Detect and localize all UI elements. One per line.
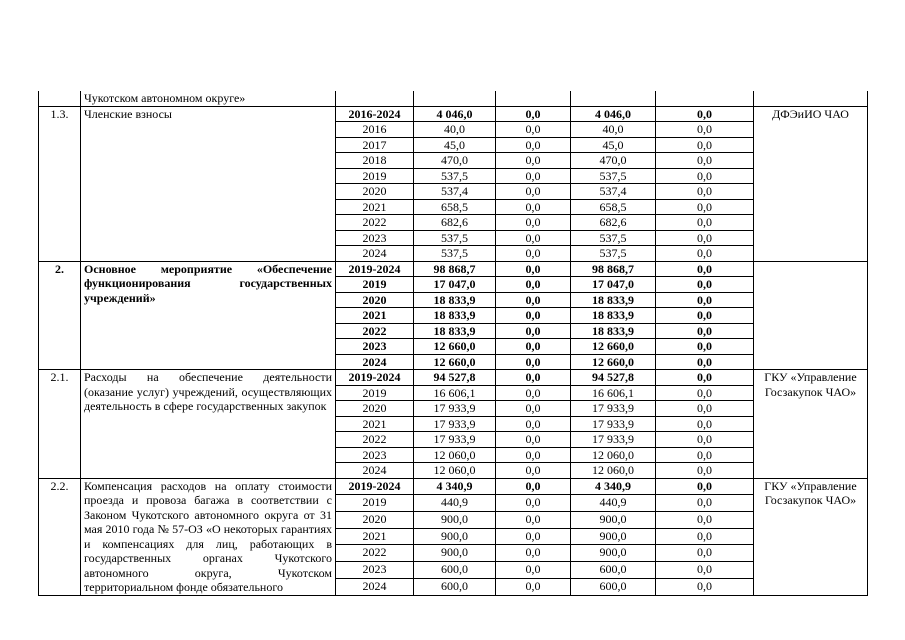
federal-budget-cell: 0,0 [496, 401, 571, 417]
other-sources-cell: 0,0 [656, 495, 754, 512]
executor-cell: ГКУ «Управление Госзакупок ЧАО» [754, 370, 868, 479]
other-sources-cell: 0,0 [656, 432, 754, 448]
district-budget-cell: 98 868,7 [571, 261, 656, 277]
district-budget-cell: 658,5 [571, 199, 656, 215]
year-cell: 2023 [336, 447, 414, 463]
district-budget-cell: 12 660,0 [571, 354, 656, 370]
district-budget-cell: 17 933,9 [571, 416, 656, 432]
other-sources-cell: 0,0 [656, 447, 754, 463]
district-budget-cell: 900,0 [571, 545, 656, 562]
district-budget-cell: 12 060,0 [571, 463, 656, 479]
federal-budget-cell: 0,0 [496, 215, 571, 231]
item-name: Расходы на обеспечение деятельности (оказание услуг) учреждений, осуществляющих деятельность в сфере государственных закупок [81, 370, 336, 479]
table-row [39, 261, 868, 277]
total-cell: 18 833,9 [414, 292, 496, 308]
federal-budget-cell: 0,0 [496, 528, 571, 545]
other-sources-cell: 0,0 [656, 277, 754, 293]
district-budget-cell: 40,0 [571, 122, 656, 138]
total-cell: 17 933,9 [414, 401, 496, 417]
total-cell: 900,0 [414, 545, 496, 562]
total-cell: 40,0 [414, 122, 496, 138]
year-cell: 2019 [336, 495, 414, 512]
other-sources-cell: 0,0 [656, 230, 754, 246]
district-budget-cell: 537,5 [571, 168, 656, 184]
table-row [39, 478, 868, 495]
total-cell: 537,4 [414, 184, 496, 200]
district-budget-cell: 4 046,0 [571, 106, 656, 122]
federal-budget-cell: 0,0 [496, 578, 571, 595]
district-budget-cell: 600,0 [571, 578, 656, 595]
federal-budget-cell: 0,0 [496, 511, 571, 528]
federal-budget-cell: 0,0 [496, 416, 571, 432]
total-cell: 440,9 [414, 495, 496, 512]
district-budget-cell: 4 340,9 [571, 478, 656, 495]
item-name: Компенсация расходов на оплату стоимости проезда и провоза багажа в соответствии с Законом Чукотского автономного округа от 31 мая 2010 года № 57-ОЗ «О некоторых гарантиях и компенсациях для лиц, работающих в государственных органах Чукотского автономного округа, Чукотском территориальном фонде обязательного [81, 478, 336, 595]
executor-cell [754, 261, 868, 370]
federal-budget-cell: 0,0 [496, 370, 571, 386]
total-cell: 537,5 [414, 246, 496, 262]
district-budget-cell: 17 933,9 [571, 401, 656, 417]
year-cell: 2023 [336, 230, 414, 246]
federal-budget-cell: 0,0 [496, 323, 571, 339]
federal-budget-cell: 0,0 [496, 463, 571, 479]
federal-budget-cell: 0,0 [496, 545, 571, 562]
year-cell: 2023 [336, 339, 414, 355]
year-cell: 2016-2024 [336, 106, 414, 122]
other-sources-cell: 0,0 [656, 215, 754, 231]
total-cell: 98 868,7 [414, 261, 496, 277]
total-cell: 94 527,8 [414, 370, 496, 386]
federal-budget-cell: 0,0 [496, 292, 571, 308]
year-cell: 2022 [336, 432, 414, 448]
total-cell: 18 833,9 [414, 323, 496, 339]
district-budget-cell: 900,0 [571, 511, 656, 528]
year-cell: 2020 [336, 184, 414, 200]
district-budget-cell: 45,0 [571, 137, 656, 153]
year-cell: 2018 [336, 153, 414, 169]
federal-budget-cell: 0,0 [496, 168, 571, 184]
other-sources-cell: 0,0 [656, 562, 754, 579]
document-page [38, 91, 868, 596]
year-cell: 2020 [336, 292, 414, 308]
year-cell: 2024 [336, 463, 414, 479]
federal-budget-cell: 0,0 [496, 184, 571, 200]
total-cell: 537,5 [414, 230, 496, 246]
year-cell: 2019-2024 [336, 478, 414, 495]
year-cell: 2020 [336, 401, 414, 417]
other-sources-cell: 0,0 [656, 261, 754, 277]
district-budget-cell: 537,5 [571, 230, 656, 246]
year-cell: 2017 [336, 137, 414, 153]
district-budget-cell: 470,0 [571, 153, 656, 169]
district-budget-cell: 12 660,0 [571, 339, 656, 355]
year-cell: 2021 [336, 528, 414, 545]
total-cell: 658,5 [414, 199, 496, 215]
other-sources-cell: 0,0 [656, 323, 754, 339]
other-sources-cell: 0,0 [656, 339, 754, 355]
continuation-row [39, 91, 868, 106]
federal-budget-cell: 0,0 [496, 277, 571, 293]
year-cell: 2019 [336, 385, 414, 401]
total-cell: 12 060,0 [414, 463, 496, 479]
federal-budget-cell: 0,0 [496, 495, 571, 512]
other-sources-cell: 0,0 [656, 292, 754, 308]
total-cell: 900,0 [414, 528, 496, 545]
federal-budget-cell: 0,0 [496, 106, 571, 122]
other-sources-cell: 0,0 [656, 511, 754, 528]
year-cell: 2022 [336, 323, 414, 339]
year-cell: 2022 [336, 215, 414, 231]
other-sources-cell: 0,0 [656, 308, 754, 324]
year-cell: 2022 [336, 545, 414, 562]
federal-budget-cell: 0,0 [496, 122, 571, 138]
table-row [39, 370, 868, 386]
other-sources-cell: 0,0 [656, 528, 754, 545]
total-cell: 537,5 [414, 168, 496, 184]
item-number: 1.3. [39, 106, 81, 261]
federal-budget-cell: 0,0 [496, 230, 571, 246]
federal-budget-cell: 0,0 [496, 246, 571, 262]
district-budget-cell: 17 933,9 [571, 432, 656, 448]
continuation-no-cell [39, 91, 81, 106]
other-sources-cell: 0,0 [656, 199, 754, 215]
other-sources-cell: 0,0 [656, 122, 754, 138]
year-cell: 2021 [336, 308, 414, 324]
table-row [39, 106, 868, 122]
budget-table [38, 91, 868, 596]
year-cell: 2020 [336, 511, 414, 528]
other-sources-cell: 0,0 [656, 246, 754, 262]
total-cell: 4 340,9 [414, 478, 496, 495]
item-number: 2. [39, 261, 81, 370]
district-budget-cell: 600,0 [571, 562, 656, 579]
federal-budget-cell: 0,0 [496, 478, 571, 495]
district-budget-cell: 17 047,0 [571, 277, 656, 293]
total-cell: 682,6 [414, 215, 496, 231]
other-sources-cell: 0,0 [656, 401, 754, 417]
total-cell: 900,0 [414, 511, 496, 528]
total-cell: 12 060,0 [414, 447, 496, 463]
total-cell: 17 047,0 [414, 277, 496, 293]
total-cell: 600,0 [414, 562, 496, 579]
item-number: 2.1. [39, 370, 81, 479]
district-budget-cell: 900,0 [571, 528, 656, 545]
federal-budget-cell: 0,0 [496, 432, 571, 448]
other-sources-cell: 0,0 [656, 385, 754, 401]
item-number: 2.2. [39, 478, 81, 595]
district-budget-cell: 537,5 [571, 246, 656, 262]
other-sources-cell: 0,0 [656, 478, 754, 495]
other-sources-cell: 0,0 [656, 354, 754, 370]
federal-budget-cell: 0,0 [496, 199, 571, 215]
other-sources-cell: 0,0 [656, 370, 754, 386]
executor-cell: ГКУ «Управление Госзакупок ЧАО» [754, 478, 868, 595]
federal-budget-cell: 0,0 [496, 447, 571, 463]
other-sources-cell: 0,0 [656, 137, 754, 153]
district-budget-cell: 94 527,8 [571, 370, 656, 386]
other-sources-cell: 0,0 [656, 153, 754, 169]
federal-budget-cell: 0,0 [496, 354, 571, 370]
other-sources-cell: 0,0 [656, 578, 754, 595]
other-sources-cell: 0,0 [656, 416, 754, 432]
district-budget-cell: 16 606,1 [571, 385, 656, 401]
total-cell: 17 933,9 [414, 432, 496, 448]
year-cell: 2021 [336, 416, 414, 432]
federal-budget-cell: 0,0 [496, 137, 571, 153]
other-sources-cell: 0,0 [656, 184, 754, 200]
year-cell: 2021 [336, 199, 414, 215]
total-cell: 12 660,0 [414, 354, 496, 370]
federal-budget-cell: 0,0 [496, 562, 571, 579]
year-cell: 2019-2024 [336, 370, 414, 386]
executor-cell: ДФЭиИО ЧАО [754, 106, 868, 261]
year-cell: 2016 [336, 122, 414, 138]
district-budget-cell: 18 833,9 [571, 292, 656, 308]
total-cell: 4 046,0 [414, 106, 496, 122]
district-budget-cell: 18 833,9 [571, 323, 656, 339]
continuation-text: Чукотском автономном округе» [81, 91, 336, 106]
year-cell: 2024 [336, 578, 414, 595]
district-budget-cell: 12 060,0 [571, 447, 656, 463]
federal-budget-cell: 0,0 [496, 339, 571, 355]
year-cell: 2024 [336, 246, 414, 262]
year-cell: 2019 [336, 277, 414, 293]
other-sources-cell: 0,0 [656, 463, 754, 479]
other-sources-cell: 0,0 [656, 106, 754, 122]
total-cell: 600,0 [414, 578, 496, 595]
federal-budget-cell: 0,0 [496, 308, 571, 324]
item-name: Основное мероприятие «Обеспечение функционирования государственных учреждений» [81, 261, 336, 370]
district-budget-cell: 18 833,9 [571, 308, 656, 324]
year-cell: 2019-2024 [336, 261, 414, 277]
year-cell: 2023 [336, 562, 414, 579]
year-cell: 2019 [336, 168, 414, 184]
district-budget-cell: 537,4 [571, 184, 656, 200]
total-cell: 18 833,9 [414, 308, 496, 324]
total-cell: 17 933,9 [414, 416, 496, 432]
item-name: Членские взносы [81, 106, 336, 261]
other-sources-cell: 0,0 [656, 545, 754, 562]
total-cell: 45,0 [414, 137, 496, 153]
year-cell: 2024 [336, 354, 414, 370]
district-budget-cell: 440,9 [571, 495, 656, 512]
federal-budget-cell: 0,0 [496, 261, 571, 277]
federal-budget-cell: 0,0 [496, 385, 571, 401]
total-cell: 470,0 [414, 153, 496, 169]
total-cell: 12 660,0 [414, 339, 496, 355]
federal-budget-cell: 0,0 [496, 153, 571, 169]
district-budget-cell: 682,6 [571, 215, 656, 231]
total-cell: 16 606,1 [414, 385, 496, 401]
other-sources-cell: 0,0 [656, 168, 754, 184]
